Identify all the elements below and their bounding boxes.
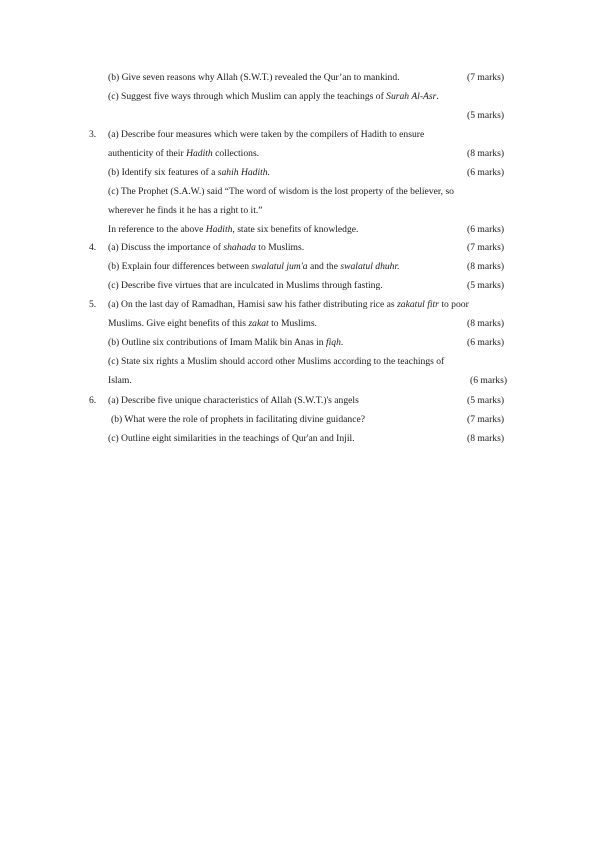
question-text: Islam.	[108, 375, 132, 386]
marks-label: (6 marks)	[470, 375, 508, 386]
question-5a-cont	[0, 317, 595, 331]
marks-label: (5 marks)	[467, 280, 505, 291]
question-number: 3.	[89, 129, 97, 140]
question-text: Muslims. Give eight benefits of this zakat to Muslims.	[108, 318, 317, 329]
question-2c	[0, 90, 595, 104]
question-5a	[0, 298, 595, 312]
question-text: (b) Give seven reasons why Allah (S.W.T.) revealed the Qur’an to mankind.	[108, 72, 400, 83]
question-text: (b) Outline six contributions of Imam Malik bin Anas in fiqh.	[108, 337, 344, 348]
question-text: (a) Discuss the importance of shahada to Muslims.	[108, 242, 305, 253]
marks-label: (8 marks)	[467, 433, 505, 444]
question-number: 6.	[89, 395, 97, 406]
question-6a	[0, 394, 595, 408]
question-4c	[0, 279, 595, 293]
question-4a	[0, 241, 595, 255]
surah-name: Surah Al-Asr	[386, 91, 437, 102]
marks-label: (8 marks)	[467, 261, 505, 272]
question-text: wherever he finds it he has a right to it.”	[108, 205, 263, 216]
marks-label: (7 marks)	[467, 242, 505, 253]
question-text: (b) Explain four differences between swalatul jum'a and the swalatul dhuhr.	[108, 261, 400, 272]
marks-label: (5 marks)	[467, 395, 505, 406]
marks-label: (8 marks)	[467, 318, 505, 329]
question-3b	[0, 166, 595, 180]
question-3a-cont	[0, 147, 595, 161]
question-text: (c) The Prophet (S.A.W.) said “The word of wisdom is the lost property of the believer, so	[108, 186, 454, 197]
marks-label: (6 marks)	[467, 224, 505, 235]
marks-label: (7 marks)	[467, 414, 505, 425]
question-text: (a) Describe four measures which were taken by the compilers of Hadith to ensure	[108, 129, 425, 140]
question-text: (c) Describe five virtues that are inculcated in Muslims through fasting.	[108, 280, 383, 291]
marks-label: (8 marks)	[467, 148, 505, 159]
question-3c	[0, 185, 595, 199]
question-6b	[0, 413, 595, 427]
question-number: 4.	[89, 242, 97, 253]
question-2b	[0, 71, 595, 85]
question-text: (c) Suggest five ways through which Muslim can apply the teachings of Surah Al-Asr.	[108, 91, 439, 102]
marks-label: (6 marks)	[467, 167, 505, 178]
question-3c-instruction	[0, 223, 595, 237]
question-text: (a) Describe five unique characteristics of Allah (S.W.T.)'s angels	[108, 395, 359, 406]
question-text: (b) Identify six features of a sahih Hadith.	[108, 167, 271, 178]
question-text: In reference to the above Hadith, state six benefits of knowledge.	[108, 224, 359, 235]
question-text: (c) State six rights a Muslim should accord other Muslims according to the teachings of	[108, 356, 445, 367]
question-3a	[0, 128, 595, 142]
question-5c-cont	[0, 374, 595, 388]
question-5c	[0, 355, 595, 369]
question-6c	[0, 432, 595, 446]
marks-label: (5 marks)	[467, 110, 505, 121]
question-text: (a) On the last day of Ramadhan, Hamisi saw his father distributing rice as zakatul fitr to poor	[108, 299, 469, 310]
marks-label: (6 marks)	[467, 337, 505, 348]
question-text: (b) What were the role of prophets in facilitating divine guidance?	[111, 414, 365, 425]
question-5b	[0, 336, 595, 350]
question-4b	[0, 260, 595, 274]
question-text: authenticity of their Hadith collections.	[108, 148, 260, 159]
question-3c-cont	[0, 204, 595, 218]
question-2c-marks	[0, 109, 595, 123]
question-text: (c) Outline eight similarities in the teachings of Qur'an and Injil.	[108, 433, 355, 444]
marks-label: (7 marks)	[467, 72, 505, 83]
question-number: 5.	[89, 299, 97, 310]
